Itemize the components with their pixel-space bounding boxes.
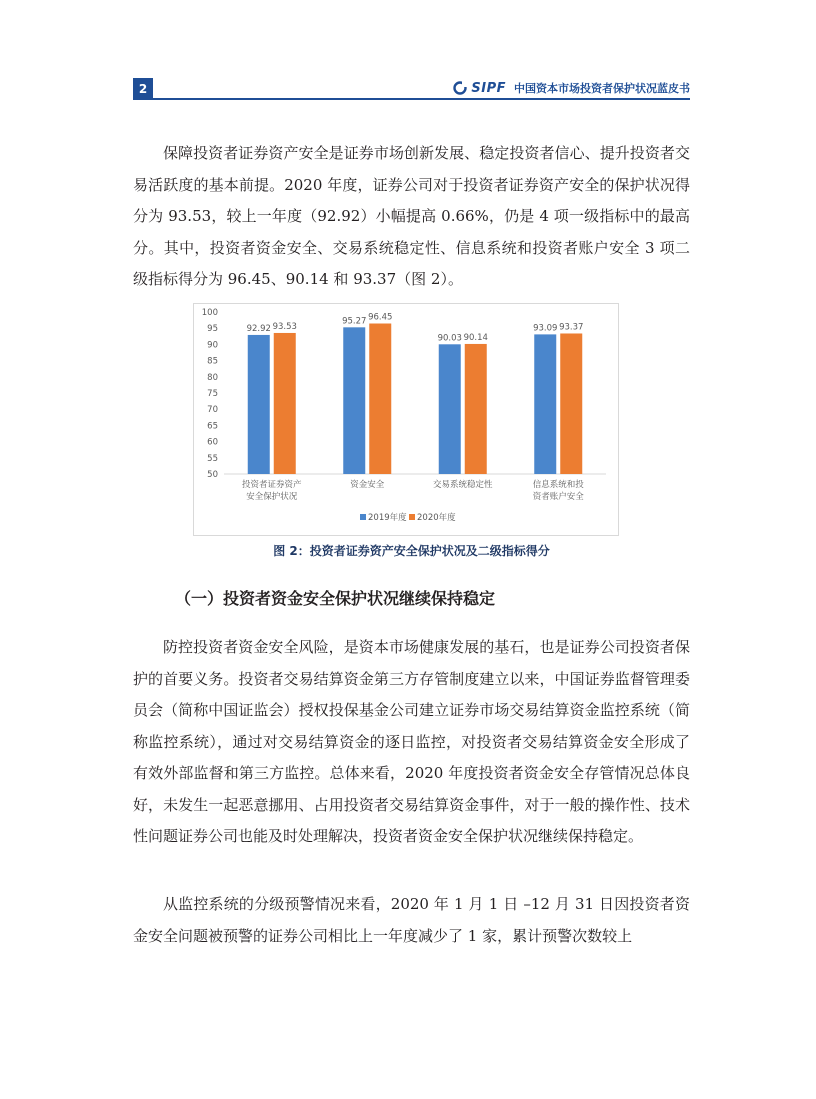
y-tick-label: 75 [207, 389, 218, 399]
header-rule [153, 98, 690, 100]
paragraph-warning-stats: 从监控系统的分级预警情况来看，2020 年 1 月 1 日 –12 月 31 日因投资者资金安全问题被预警的证券公司相比上一年度减少了 1 家，累计预警次数较上 [133, 895, 690, 945]
paragraph-fund-safety: 防控投资者资金安全风险，是资本市场健康发展的基石，也是证券公司投资者保护的首要义务。投资者交易结算资金第三方存管制度建立以来，中国证券监督管理委员会（简称中国证监会）授权投保基金公司建立证券市场交易结算资金监控系统（简称监控系统），通过对交易结算资金的逐日监控，对投资者交易结算资金安全形成了有效外部监督和第三方监控。总体来看，2020 年度投资者资金安全存管情况总体良好，未发生一起恶意挪用、占用投资者交易结算资金事件，对于一般的操作性、技术性问题证券公司也能及时处理解决，投资者资金安全保护状况继续保持稳定。 [133, 638, 690, 845]
section-heading: （一）投资者资金安全保护状况继续保持稳定 [175, 589, 496, 608]
legend-label: 2020年度 [417, 513, 456, 523]
bar-2020 [560, 333, 582, 474]
page-number: 2 [133, 78, 153, 100]
page-header [133, 78, 690, 100]
sipf-logo-icon [453, 81, 467, 95]
bar-2019 [248, 335, 270, 474]
data-label: 92.92 [246, 323, 271, 334]
y-tick-label: 90 [207, 340, 218, 351]
data-label: 90.14 [463, 332, 488, 343]
data-label: 90.03 [437, 333, 462, 344]
bar-2020 [274, 333, 296, 474]
bar-2019 [534, 334, 556, 474]
x-tick-label: 资金安全 [350, 480, 385, 490]
legend-label: 2019年度 [368, 513, 407, 523]
y-tick-label: 60 [207, 437, 218, 448]
y-tick-label: 95 [207, 324, 218, 335]
y-tick-label: 50 [207, 470, 218, 480]
x-tick-label: 资者账户安全 [532, 492, 584, 502]
y-tick-label: 70 [207, 405, 218, 416]
brand [453, 80, 690, 96]
bar-2019 [343, 327, 365, 474]
x-tick-label: 投资者证券资产 [241, 480, 302, 490]
x-tick-label: 信息系统和投 [532, 480, 584, 490]
x-tick-label: 交易系统稳定性 [432, 480, 493, 490]
figure-caption: 图 2：投资者证券资产安全保护状况及二级指标得分 [273, 544, 550, 558]
y-tick-label: 80 [207, 372, 218, 383]
data-label: 93.37 [559, 322, 584, 333]
brand-name: SIPF [471, 80, 506, 96]
bar-2020 [465, 344, 487, 474]
legend-swatch [409, 514, 415, 520]
data-label: 95.27 [342, 316, 367, 327]
data-label: 93.09 [533, 323, 558, 334]
bar-chart-svg [194, 304, 618, 535]
y-tick-label: 85 [207, 356, 218, 367]
y-tick-label: 55 [207, 453, 218, 464]
data-label: 93.53 [272, 321, 297, 332]
data-label: 96.45 [368, 312, 393, 323]
bar-2019 [439, 344, 461, 474]
bar-2020 [369, 324, 391, 474]
legend-swatch [360, 514, 366, 520]
report-title: 中国资本市场投资者保护状况蓝皮书 [514, 82, 690, 95]
paragraph-intro: 保障投资者证券资产安全是证券市场创新发展、稳定投资者信心、提升投资者交易活跃度的基本前提。2020 年度，证券公司对于投资者证券资产安全的保护状况得分为 93.53，较上一年度（92.92）小幅提高 0.66%，仍是 4 项一级指标中的最高分。其中，投资者资金安全、交易系统稳定性、信息系统和投资者账户安全 3 项二级指标得分为 96.45、90.14 和 93.37（图 2）。 [133, 144, 690, 288]
y-tick-label: 65 [207, 421, 218, 432]
y-tick-label: 100 [201, 308, 218, 318]
x-tick-label: 安全保护状况 [246, 492, 298, 502]
figure-2-chart [193, 303, 619, 536]
